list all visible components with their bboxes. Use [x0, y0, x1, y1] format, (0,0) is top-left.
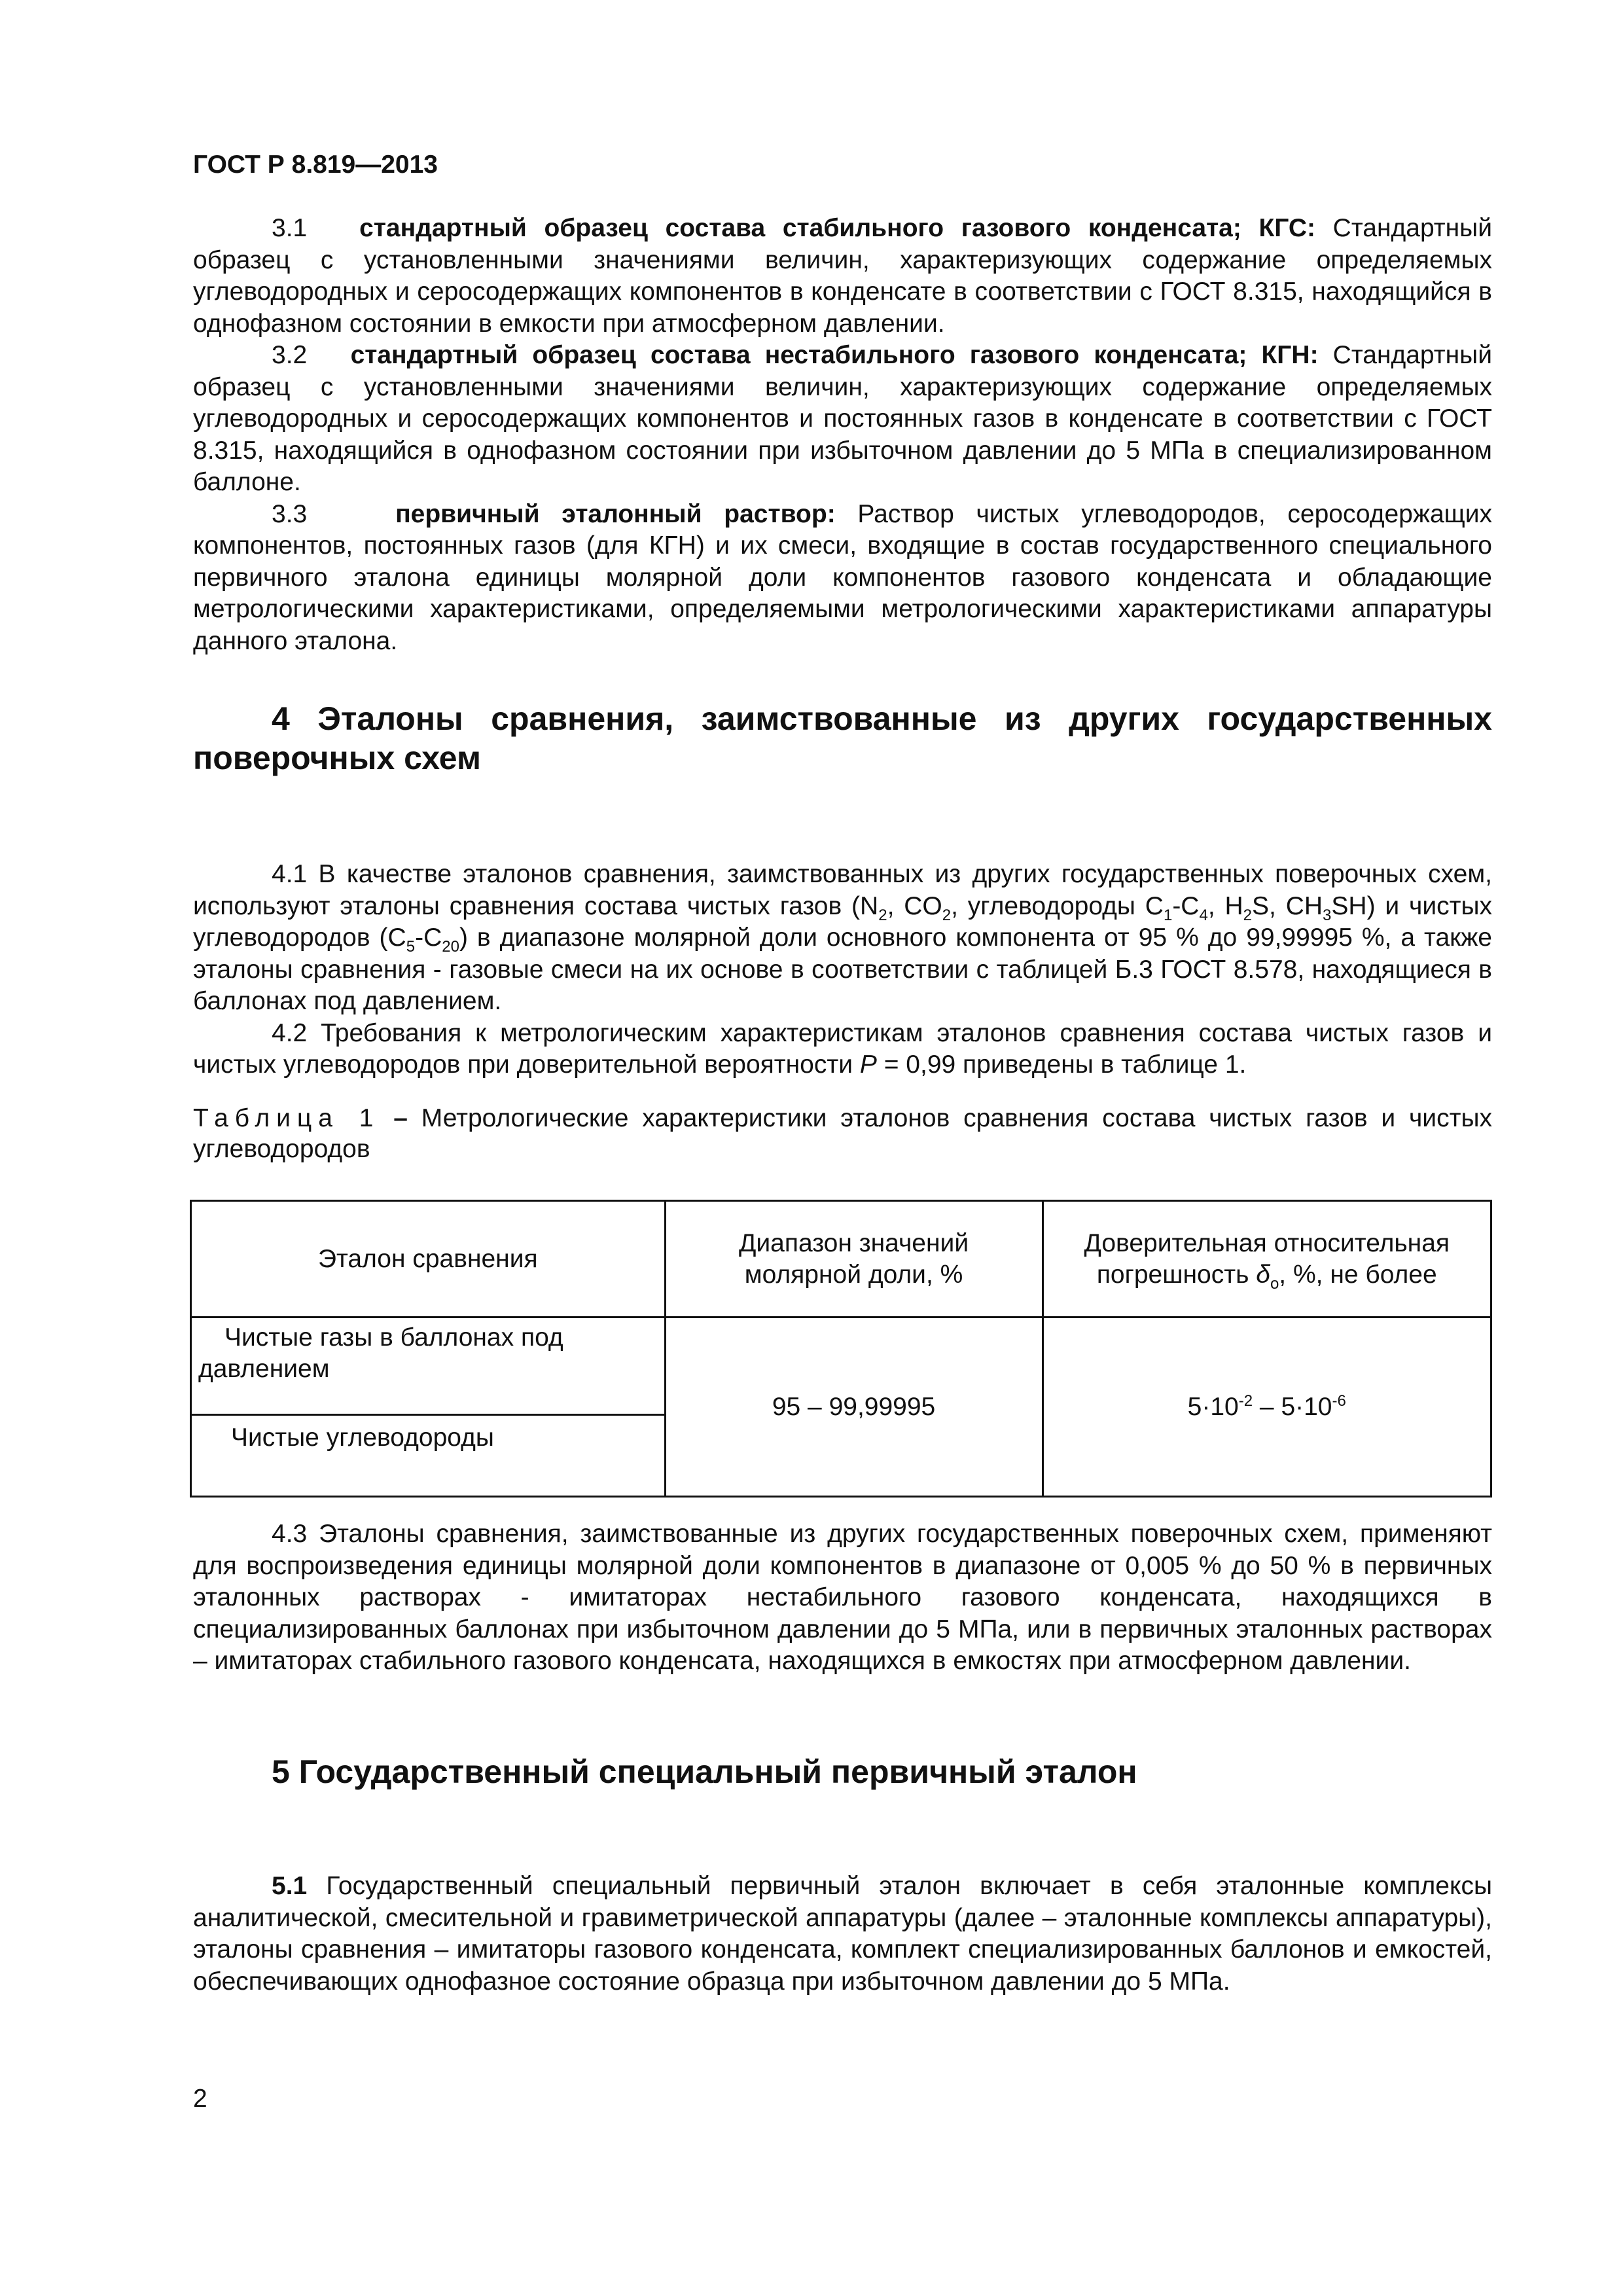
clause-number: 3.3: [272, 499, 308, 528]
table-cell-error: [1043, 1318, 1491, 1497]
header-cell-range: [665, 1201, 1043, 1318]
paragraph-4-3-text: [193, 1518, 1492, 1677]
probability-symbol: P: [859, 1050, 877, 1079]
table-cell-range: 95 – 99,99995: [665, 1318, 1043, 1497]
subscript: 3: [1323, 906, 1332, 924]
subscript: 4: [1199, 906, 1208, 924]
definition-3-1: [193, 213, 1492, 340]
paragraph-4-3: [193, 1518, 1492, 1677]
page-number: 2: [193, 2085, 207, 2113]
text-run: ) в диапазоне молярной доли основного компонента от 95 % до 99,99995 %, а также эталоны сравнения - газовые смеси на их основе в соответствии с таблицей Б.3 ГОСТ 8.578, находящиеся в баллонах под давлением.: [193, 924, 1492, 1015]
error-value: 5·10: [1187, 1392, 1239, 1421]
clause-number: 4.2: [272, 1018, 308, 1047]
error-value: – 5·10: [1253, 1392, 1332, 1421]
definition-3-2: [193, 340, 1492, 499]
paragraph-4-1: [193, 859, 1492, 1018]
defined-term: стандартный образец состава нестабильного газового конденсата; КГН:: [350, 341, 1319, 369]
table-header-row: [191, 1201, 1491, 1318]
text-run: S, CH: [1252, 891, 1323, 920]
paragraph-4-2: [193, 1018, 1492, 1081]
paragraph-5-1-text: [193, 1871, 1492, 1998]
text-run: В качестве эталонов сравнения, заимствованных из других государственных поверочных схем, используют эталоны сравнения состава чистых газов (N: [193, 860, 1492, 920]
exponent: -2: [1238, 1391, 1253, 1410]
text-run: -C: [415, 924, 442, 952]
table-caption-dash: –: [380, 1104, 421, 1132]
header-error-text: Доверительная относительная погрешность: [1084, 1229, 1450, 1289]
section-4-body: [193, 859, 1492, 1081]
text-run: , углеводороды C: [951, 891, 1164, 920]
row-label: Чистые газы в баллонах под давлением: [198, 1323, 563, 1383]
header-error-text-end: , %, не более: [1279, 1260, 1437, 1289]
subscript: 5: [406, 937, 416, 956]
clause-number: 3.1: [272, 214, 308, 242]
table-cell-standard: Чистые углеводороды: [191, 1415, 666, 1497]
subscript: 2: [1243, 906, 1253, 924]
delta-subscript: o: [1270, 1274, 1279, 1293]
definition-3-3: [193, 499, 1492, 658]
header-cell-error: [1043, 1201, 1491, 1318]
header-cell-standard: Эталон сравнения: [191, 1201, 666, 1318]
section-5-heading: 5 Государственный специальный первичный эталон: [272, 1753, 1137, 1790]
text-run: , CO: [887, 891, 942, 920]
defined-term: первичный эталонный раствор:: [395, 499, 836, 528]
text-run: SH) и чистых углеводородов (C: [193, 891, 1493, 952]
text-run: Требования к метрологическим характеристикам эталонов сравнения состава чистых газов и чистых углеводородов при доверительной вероятности: [193, 1018, 1492, 1079]
subscript: 20: [442, 937, 459, 956]
clause-number: 4.3: [272, 1520, 308, 1548]
table-caption: [193, 1103, 1492, 1164]
definition-text: Стандартный образец с установленными значениями величин, характеризующих содержание определяемых углеводородных и серосодержащих компонентов и постоянных газов в конденсате в соответствии с ГОСТ 8.315, находящийся в однофазном состоянии при избыточном давлении до 5 МПа в специализированном баллоне.: [193, 341, 1492, 496]
text-run: -C: [1172, 891, 1200, 920]
document-header-title: ГОСТ Р 8.819—2013: [193, 151, 438, 179]
section-4-heading: 4 Эталоны сравнения, заимствованные из других государственных поверочных схем: [193, 700, 1492, 776]
defined-term: стандартный образец состава стабильного газового конденсата; КГС:: [359, 214, 1316, 242]
text-run: Государственный специальный первичный эталон включает в себя эталонные комплексы аналитической, смесительной и гравиметрической аппаратуры (далее – эталонные комплексы аппаратуры), эталоны сравнения – имитаторы газового конденсата, комплект специализированных баллонов и емкостей, обеспечивающих однофазное состояние образца при избыточном давлении до 5 МПа.: [193, 1872, 1492, 1996]
table-row: [191, 1318, 1491, 1415]
exponent: -6: [1332, 1391, 1346, 1410]
metrology-table: [190, 1200, 1492, 1498]
definition-text: Стандартный образец с установленными значениями величин, характеризующих содержание определяемых углеводородных и серосодержащих компонентов в конденсате в соответствии с ГОСТ 8.315, находящийся в однофазном состоянии в емкости при атмосферном давлении.: [193, 214, 1492, 338]
definitions-block: [193, 213, 1492, 657]
delta-symbol: δ: [1256, 1260, 1270, 1289]
subscript: 2: [942, 906, 952, 924]
subscript: 2: [878, 906, 887, 924]
clause-number: 4.1: [272, 860, 308, 888]
clause-number: 3.2: [272, 341, 308, 369]
text-run: = 0,99 приведены в таблице 1.: [876, 1050, 1247, 1079]
paragraph-5-1: [193, 1871, 1492, 1998]
header-range-text: Диапазон значений молярной доли, %: [738, 1229, 969, 1289]
table-caption-text: Метрологические характеристики эталонов сравнения состава чистых газов и чистых углеводородов: [193, 1104, 1492, 1163]
text-run: , H: [1207, 891, 1243, 920]
text-run: Эталоны сравнения, заимствованные из других государственных поверочных схем, применяют для воспроизведения единицы молярной доли компонентов в диапазоне от 0,005 % до 50 % в первичных эталонных растворах - имитаторах нестабильного газового конденсата, находящихся в специализированных баллонах при избыточном давлении до 5 МПа, или в первичных эталонных растворах – имитаторах стабильного газового конденсата, находящихся в емкостях при атмосферном давлении.: [193, 1520, 1492, 1675]
table-caption-label: Таблица 1: [193, 1104, 380, 1132]
table-cell-standard: [191, 1318, 666, 1415]
subscript: 1: [1163, 906, 1173, 924]
clause-number: 5.1: [272, 1872, 308, 1900]
definition-text: Раствор чистых углеводородов, серосодержащих компонентов, постоянных газов (для КГН) и их смеси, входящие в состав государственного специального первичного эталона единицы молярной доли компонентов газового конденсата и обладающие метрологическими характеристиками, определяемыми метрологическими характеристиками аппаратуры данного эталона.: [193, 499, 1493, 655]
